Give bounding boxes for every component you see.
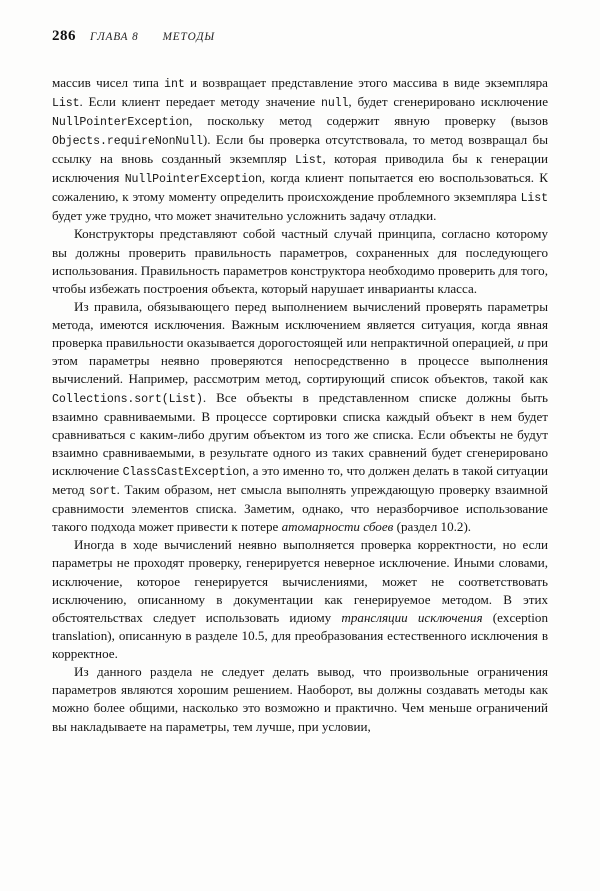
emphasis-span: трансляции исключения bbox=[341, 609, 483, 625]
text-span: ). Если бы проверка отсутствовала, то метод возвращал бы ссылку на вновь созданный экземпляр bbox=[52, 132, 548, 167]
chapter-label: ГЛАВА 8 bbox=[90, 31, 139, 43]
chapter-title: МЕТОДЫ bbox=[162, 31, 216, 43]
text-span: . Если клиент передает методу значение bbox=[79, 94, 321, 110]
code-span: List bbox=[520, 192, 548, 206]
code-span: NullPointerException bbox=[124, 173, 262, 187]
paragraph bbox=[52, 74, 548, 225]
paragraph bbox=[52, 298, 548, 536]
text-span: будет уже трудно, что может значительно усложнить задачу отладки. bbox=[52, 208, 437, 224]
page-number: 286 bbox=[52, 28, 76, 44]
code-span: sort bbox=[89, 485, 117, 499]
text-span: , когда клиент попытается ею воспользоваться. К сожалению, к этому моменту определить происхождение проблемного экземпляра bbox=[52, 170, 548, 205]
text-span: Из правила, обязывающего перед выполнением вычислений проверять параметры метода, имеются исключения. Важным исключением является ситуация, когда явная проверка правильности оказывается дорогостоящей или непрактичной операцией, bbox=[52, 298, 548, 351]
text-span: при этом параметры неявно проверяются непосредственно в процессе выполнения вычислений. Например, рассмотрим метод, сортирующий список объектов, такой как bbox=[52, 335, 548, 387]
code-span: Collections.sort(List) bbox=[52, 392, 203, 406]
code-span: null bbox=[320, 97, 349, 111]
paragraph bbox=[52, 663, 548, 736]
text-span: , поскольку метод содержит явную проверку (вызов bbox=[189, 113, 548, 129]
code-span: Objects.requireNonNull bbox=[52, 135, 203, 149]
text-span: Конструкторы представляют собой частный случай принципа, согласно которому вы должны проверить правильность параметров, сохраненных для последующего использования. Правильность параметров конструктора необходимо проверить для того, чтобы избежать построения объекта, который нарушает инварианты класса. bbox=[52, 226, 548, 296]
text-span: . Все объекты в представленном списке должны быть взаимно сравниваемыми. В процессе сортировки списка каждый объект в нем будет сравниваться с каким-либо другим объектом из того же списка. Если объекты не будут взаимно сравниваемыми, в результате одного из таких сравнений будет сгенерировано исключение bbox=[52, 389, 548, 478]
text-span: (exception translation), описанную в разделе 10.5, для преобразования естественного исключения в корректное. bbox=[52, 609, 548, 662]
text-span: . Таким образом, нет смысла выполнять упреждающую проверку взаимной сравнимости элементов списка. Заметим, однако, что неразборчивое использование такого подхода может привести к потере bbox=[52, 482, 548, 535]
paragraph bbox=[52, 536, 548, 663]
emphasis-span: и bbox=[517, 335, 524, 351]
text-span: и возвращает представление этого массива в виде экземпляра bbox=[184, 75, 548, 90]
text-span: Из данного раздела не следует делать вывод, что произвольные ограничения параметров являются хорошим решением. Наоборот, вы должны создавать методы как можно более общими, насколько это возможно и практично. Чем меньше ограничений вы накладываете на параметры, тем лучше, при условии, bbox=[52, 664, 548, 734]
text-span: массив чисел типа bbox=[52, 75, 165, 90]
code-span: ClassCastException bbox=[122, 466, 246, 479]
page-header bbox=[52, 28, 548, 48]
paragraph bbox=[52, 225, 548, 298]
code-span: int bbox=[164, 78, 185, 91]
text-span: (раздел 10.2). bbox=[393, 519, 472, 535]
page-body bbox=[52, 74, 548, 736]
emphasis-span: атомарности сбоев bbox=[281, 519, 394, 535]
text-span: , а это именно то, что должен делать в такой ситуации метод bbox=[52, 463, 548, 498]
code-span: List bbox=[52, 97, 80, 111]
text-span: , будет сгенерировано исключение bbox=[348, 94, 549, 110]
code-span: NullPointerException bbox=[52, 116, 190, 130]
text-span: Иногда в ходе вычислений неявно выполняется проверка корректности, но если параметры не проходят проверку, генерируется неверное исключение. Иными словами, исключение, которое генерируется вычислениями, может не соответствовать исключению, описанному в документации как генерируемое методом. В этих обстоятельствах следует использовать идиому bbox=[52, 537, 548, 625]
code-span: List bbox=[295, 154, 323, 168]
text-span: , которая приводила бы к генерации исключения bbox=[52, 151, 548, 186]
